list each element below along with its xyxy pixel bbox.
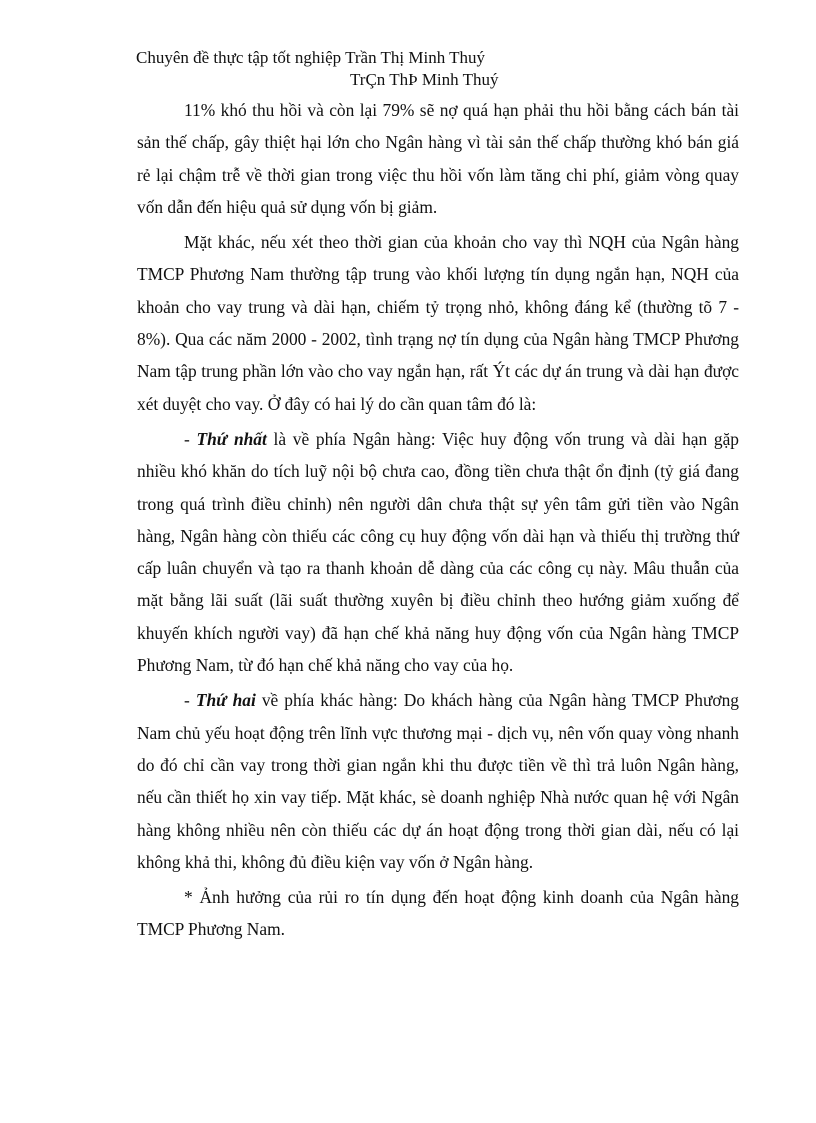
paragraph-1: 11% khó thu hồi và còn lại 79% sẽ nợ quá hạn phải thu hồi bằng cách bán tài sản thế chấp, gây thiệt hại lớn cho Ngân hàng vì tài sản thế chấp thường khó bán giá rẻ lại chậm trễ về thời gian trong việc thu hồi vốn làm tăng chi phí, giảm vòng quay vốn dẫn đến hiệu quả sử dụng vốn bị giảm. bbox=[137, 100, 739, 217]
paragraph-5: * Ảnh hưởng của rủi ro tín dụng đến hoạt động kinh doanh của Ngân hàng TMCP Phương Nam. bbox=[137, 887, 739, 940]
paragraph-3 bbox=[137, 423, 739, 681]
paragraph-3-text: là về phía Ngân hàng: Việc huy động vốn trung và dài hạn gặp nhiều khó khăn do tích luỹ nội bộ chưa cao, đồng tiền chưa thật ổn định (tỷ giá đang trong quá trình điều chỉnh) nên người dân chưa thật sự yên tâm gửi tiền vào Ngân hàng, Ngân hàng còn thiếu các công cụ huy động vốn dài hạn và thiếu thị trường thứ cấp luân chuyển và tạo ra thanh khoản dễ dàng của các công cụ này. Mâu thuẫn của mặt bằng lãi suất (lãi suất thường xuyên bị điều chỉnh theo hướng giảm xuống để khuyến khích người vay) đã hạn chế khả năng huy động vốn của Ngân hàng TMCP Phương Nam, từ đó hạn chế khả năng cho vay của họ. bbox=[137, 428, 739, 676]
running-header: Chuyên đề thực tập tốt nghiệp Trần Thị Minh Thuý bbox=[136, 48, 486, 67]
paragraph-3-lead: Thứ nhất bbox=[196, 428, 267, 449]
paragraph-4-text: về phía khác hàng: Do khách hàng của Ngân hàng TMCP Phương Nam chủ yếu hoạt động trên lĩnh vực thương mại - dịch vụ, nên vốn quay vòng nhanh do đó chỉ cần vay trong thời gian ngắn khi thu được tiền về thì trả luôn Ngân hàng, nếu cần thiết họ xin vay tiếp. Mặt khác, sè doanh nghiệp Nhà nước quan hệ với Ngân hàng không nhiều nên còn thiếu các dự án hoạt động trong thời gian dài, nếu có lại không khả thi, không đủ điều kiện vay vốn ở Ngân hàng. bbox=[137, 690, 739, 872]
author-name-garbled: TrÇn ThÞ Minh Thuý bbox=[350, 70, 499, 89]
paragraph-2: Mặt khác, nếu xét theo thời gian của khoản cho vay thì NQH của Ngân hàng TMCP Phương Nam thường tập trung vào khối lượng tín dụng ngắn hạn, NQH của khoản cho vay trung và dài hạn, chiếm tỷ trọng nhỏ, không đáng kể (thường tõ 7 - 8%). Qua các năm 2000 - 2002, tình trạng nợ tín dụng của Ngân hàng TMCP Phương Nam tập trung phần lớn vào cho vay ngắn hạn, rất Ýt các dự án trung và dài hạn được xét duyệt cho vay. Ở đây có hai lý do cần quan tâm đó là: bbox=[137, 232, 739, 414]
paragraph-4-lead: Thứ hai bbox=[195, 690, 256, 711]
paragraph-4 bbox=[137, 684, 739, 878]
body-text bbox=[137, 94, 739, 949]
paragraph-3-dash: - bbox=[184, 428, 197, 449]
paragraph-4-dash: - bbox=[184, 690, 196, 711]
